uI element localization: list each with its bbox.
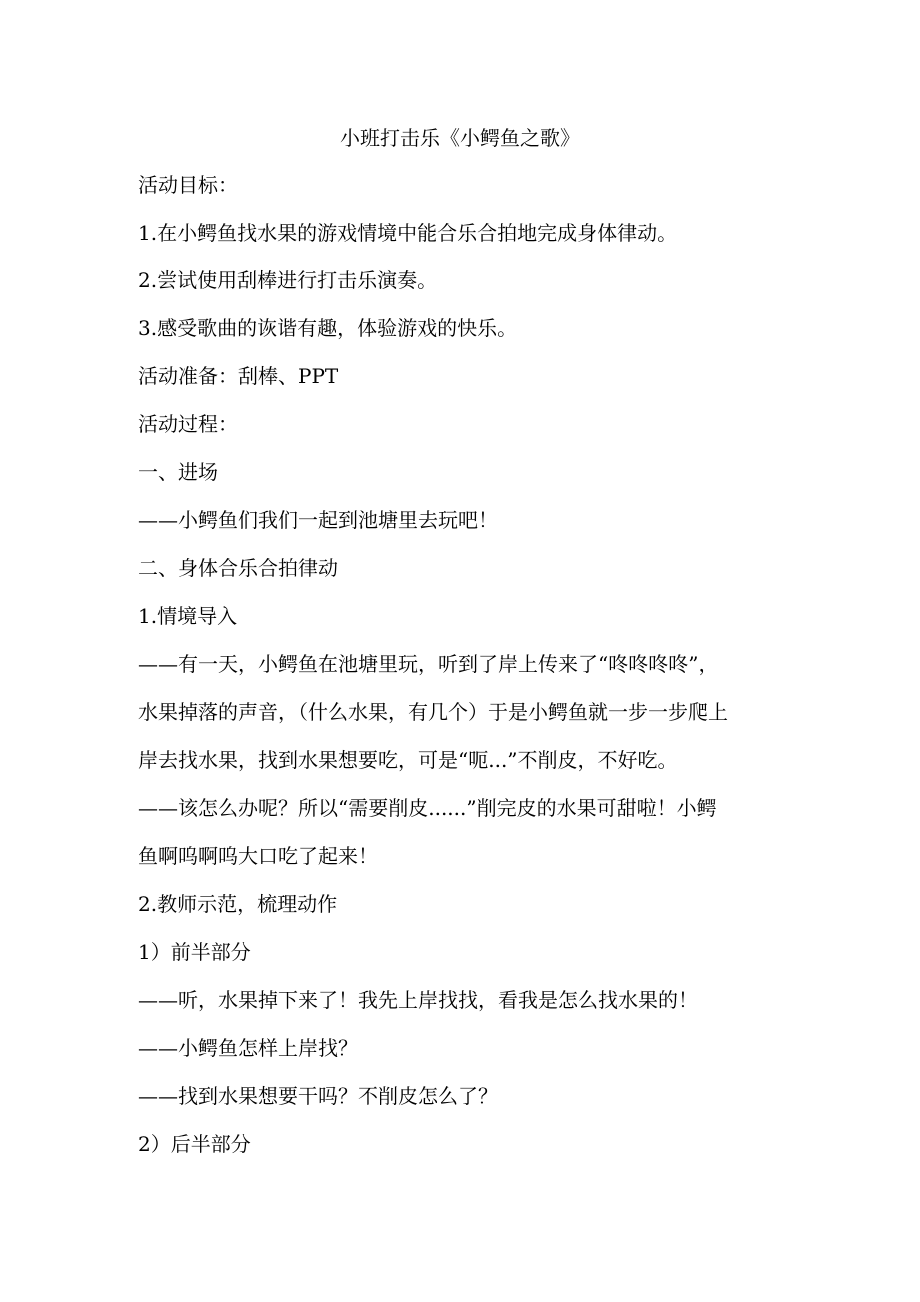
text-line-story-2: 水果掉落的声音，（什么水果，有几个）于是小鳄鱼就一步一步爬上 (138, 700, 728, 724)
text-line-step-2: 2.教师示范，梳理动作 (138, 892, 338, 916)
text-line-dialogue-3: ——小鳄鱼怎样上岸找？ (138, 1036, 358, 1060)
text-line-step-1: 1.情境导入 (138, 604, 238, 628)
text-line-section-2: 二、身体合乐合拍律动 (138, 556, 338, 580)
text-line-part-2: 2）后半部分 (138, 1132, 251, 1156)
text-line-goal-3: 3.感受歌曲的诙谐有趣，体验游戏的快乐。 (138, 316, 518, 340)
text-line-preparation: 活动准备：刮棒、PPT (138, 364, 339, 388)
text-line-goal-2: 2.尝试使用刮棒进行打击乐演奏。 (138, 268, 438, 292)
document-title: 小班打击乐《小鳄鱼之歌》 (340, 126, 580, 150)
text-line-goal-1: 1.在小鳄鱼找水果的游戏情境中能合乐合拍地完成身体律动。 (138, 221, 678, 245)
text-line-goals-heading: 活动目标： (138, 173, 238, 197)
text-line-story-3: 岸去找水果，找到水果想要吃，可是“呃...”不削皮，不好吃。 (138, 748, 678, 772)
text-line-section-1: 一、进场 (138, 460, 218, 484)
text-line-dialogue-2: ——听，水果掉下来了！我先上岸找找，看我是怎么找水果的！ (138, 988, 698, 1012)
text-line-story-5: 鱼啊呜啊呜大口吃了起来！ (138, 844, 378, 868)
text-line-dialogue-1: ——小鳄鱼们我们一起到池塘里去玩吧！ (138, 508, 498, 532)
text-line-story-4: ——该怎么办呢？所以“需要削皮......”削完皮的水果可甜啦！小鳄 (138, 796, 717, 820)
text-line-part-1: 1）前半部分 (138, 940, 251, 964)
text-line-dialogue-4: ——找到水果想要干吗？不削皮怎么了？ (138, 1084, 498, 1108)
text-line-story-1: ——有一天，小鳄鱼在池塘里玩，听到了岸上传来了“咚咚咚咚”， (138, 652, 719, 676)
text-line-process-heading: 活动过程： (138, 412, 238, 436)
